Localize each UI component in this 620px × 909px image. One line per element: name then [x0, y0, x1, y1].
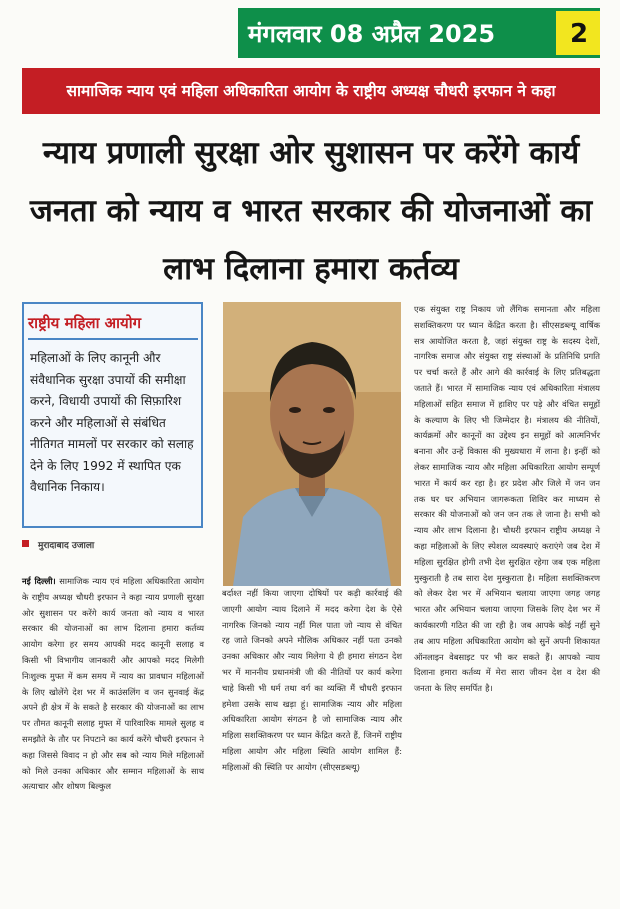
article-column-2: बर्दाश्त नहीं किया जाएगा दोषियों पर कड़ी कार्रवाई की जाएगी आयोग न्याय दिलाने में मदद करेगा देश के ऐसे नागरिक जिनको न्याय नहीं मिल पाता जो न्याय से वंचित रह जाते जिनको अपने मौलिक अधिकार नहीं पता उनको उनका अधिकार और न्याय मिलेगा ये ही हमारा संगठन देश भर में माननीय प्रधानमंत्री जी की नीतियों पर कार्य करेगा चाहे किसी भी धर्म तथा वर्ग का व्यक्ति मैं चौधरी इरफान हमेशा उसके साथ खड़ा हूं। सामाजिक न्याय और महिला अधिकारिता आयोग संगठन है जो सामाजिक न्याय और महिला सशक्तिकरण पर ध्यान केंद्रित करते हैं, जिनमें राष्ट्रीय महिला आयोग और महिला स्थिति आयोग शामिल हैं: महिलाओं की स्थिति पर आयोग (सीएसडब्ल्यू)	[222, 588, 402, 772]
info-box-divider	[28, 338, 198, 340]
info-box-text: महिलाओं के लिए कानूनी और संवैधानिक सुरक्षा उपायों की समीक्षा करने, विधायी उपायों की सिफ़ारिश करने और महिलाओं से संबंधित नीतिगत मामलों पर सरकार को सलाह देने के लिए 1992 में स्थापित एक वैधानिक निकाय।	[30, 351, 194, 494]
dateline: नई दिल्ली।	[22, 576, 56, 586]
headline-line-1: न्याय प्रणाली सुरक्षा ओर सुशासन पर करेंगे कार्य	[42, 135, 580, 171]
byline: मुरादाबाद उजाला	[38, 541, 95, 551]
headline-line-2: जनता को न्याय व भारत सरकार की योजनाओं का	[29, 193, 593, 229]
article-column-1-text: सामाजिक न्याय एवं महिला अधिकारिता आयोग के राष्ट्रीय अध्यक्ष चौधरी इरफान ने कहा न्याय प्रणाली सुरक्षा ओर सुशासन पर करेंगे कार्य जनता को न्याय व भारत सरकार की योजनाओं का लाभ दिलाना हमारा कर्तव्य आयोग करेगा हर समय आपकी मदद कानूनी सलाह व किसी भी विभागीय जानकारी और आपको मदद मिलेगी निःशुल्क मुफ्त में कम समय में न्याय का प्रावधान महिलाओं के लिए खोलेंगे देश भर में काउंसलिंग व जन सुनवाई केंद्र अपने ही क्षेत्र में के सकते है सरकार की योजनाओं का लाभ पर तौमत कानूनी सलाह मुफ्त में पारिवारिक मामले सुलह व समझौते के तौर पर निपटाने का कार्य करेंगे चौधरी इरफान ने कहा जिससे विवाद न हो और सब को न्याय मिले महिलाओं को मिले उनका अधिकार और सम्मान महिलाओं के साथ अत्याचार और शोषण बिल्कुल	[22, 576, 204, 792]
article-column-3: एक संयुक्त राष्ट्र निकाय जो लैंगिक समानता और महिला सशक्तिकरण पर ध्यान केंद्रित करता है। सीएसडब्ल्यू वार्षिक सत्र आयोजित करता है, जहां संयुक्त राष्ट्र के सदस्य देशों, नागरिक समाज और संयुक्त राष्ट्र संस्थाओं के प्रतिनिधि प्रगति पर चर्चा करते हैं और आगे की कार्रवाई के लिए प्रतिबद्धता जताते हैं। भारत में सामाजिक न्याय एवं अधिकारिता मंत्रालय महिलाओं सहित समाज में हाशिए पर पड़े और वंचित समूहों के कल्याण के लिए भी जिम्मेदार है। मंत्रालय की नीतियों, कार्यक्रमों और कानूनों का उद्देश्य इन समूहों को आत्मनिर्भर बनाना और उन्हें विकास की मुख्यधारा में लाना है। इन्हीं को लेकर सामाजिक न्याय और महिला अधिकारिता आयोग सम्पूर्ण भारत में कार्य कर रहा है। हर प्रदेश और जिले में जन जन तक घर घर अभियान जागरूकता शिविर कर माध्यम से सरकार की योजनाओं को जन जन तक ले जाना है। सभी को न्याय और लाभ दिलाना है। चौधरी इरफान राष्ट्रीय अध्यक्ष ने कहा महिलाओं के लिए स्पेशल व्यवस्थाएं कराएंगे जब देश में महिला सुरक्षित होगी तभी देश सुरक्षित रहेगा जब एक महिला मुस्कुराती है तब सारा देश मुस्कुराता है। महिला सशक्तिकरण को लेकर देश भर में अभियान चलाया जाएगा जगह जगह भारत और अभियान चलाया जाएगा जिसके लिए देश भर में कार्यकारणी गठित की जा रही है। जब आपके कोई नहीं सुने तब आप महिला अधिकारिता आयोग को सुनें अपनी शिकायत ऑनलाइन वेबसाइट पर भी कर सकते हैं। आपको न्याय दिलाना हमारा कर्तव्य में मेरा सारा जीवन देश व देश की जनता के लिए समर्पित है।	[414, 304, 600, 694]
issue-date: मंगलवार 08 अप्रैल 2025	[248, 20, 496, 48]
headline	[20, 124, 602, 298]
info-box	[22, 302, 203, 528]
kicker-banner: सामाजिक न्याय एवं महिला अधिकारिता आयोग के राष्ट्रीय अध्यक्ष चौधरी इरफान ने कहा	[22, 68, 600, 114]
article-column-1	[22, 574, 204, 795]
portrait-photo	[223, 302, 401, 586]
headline-line-3: लाभ दिलाना हमारा कर्तव्य	[163, 251, 459, 287]
info-box-title: राष्ट्रीय महिला आयोग	[28, 314, 142, 332]
page-number: 2	[569, 19, 589, 49]
byline-marker	[22, 540, 29, 547]
portrait-illustration	[223, 302, 401, 586]
